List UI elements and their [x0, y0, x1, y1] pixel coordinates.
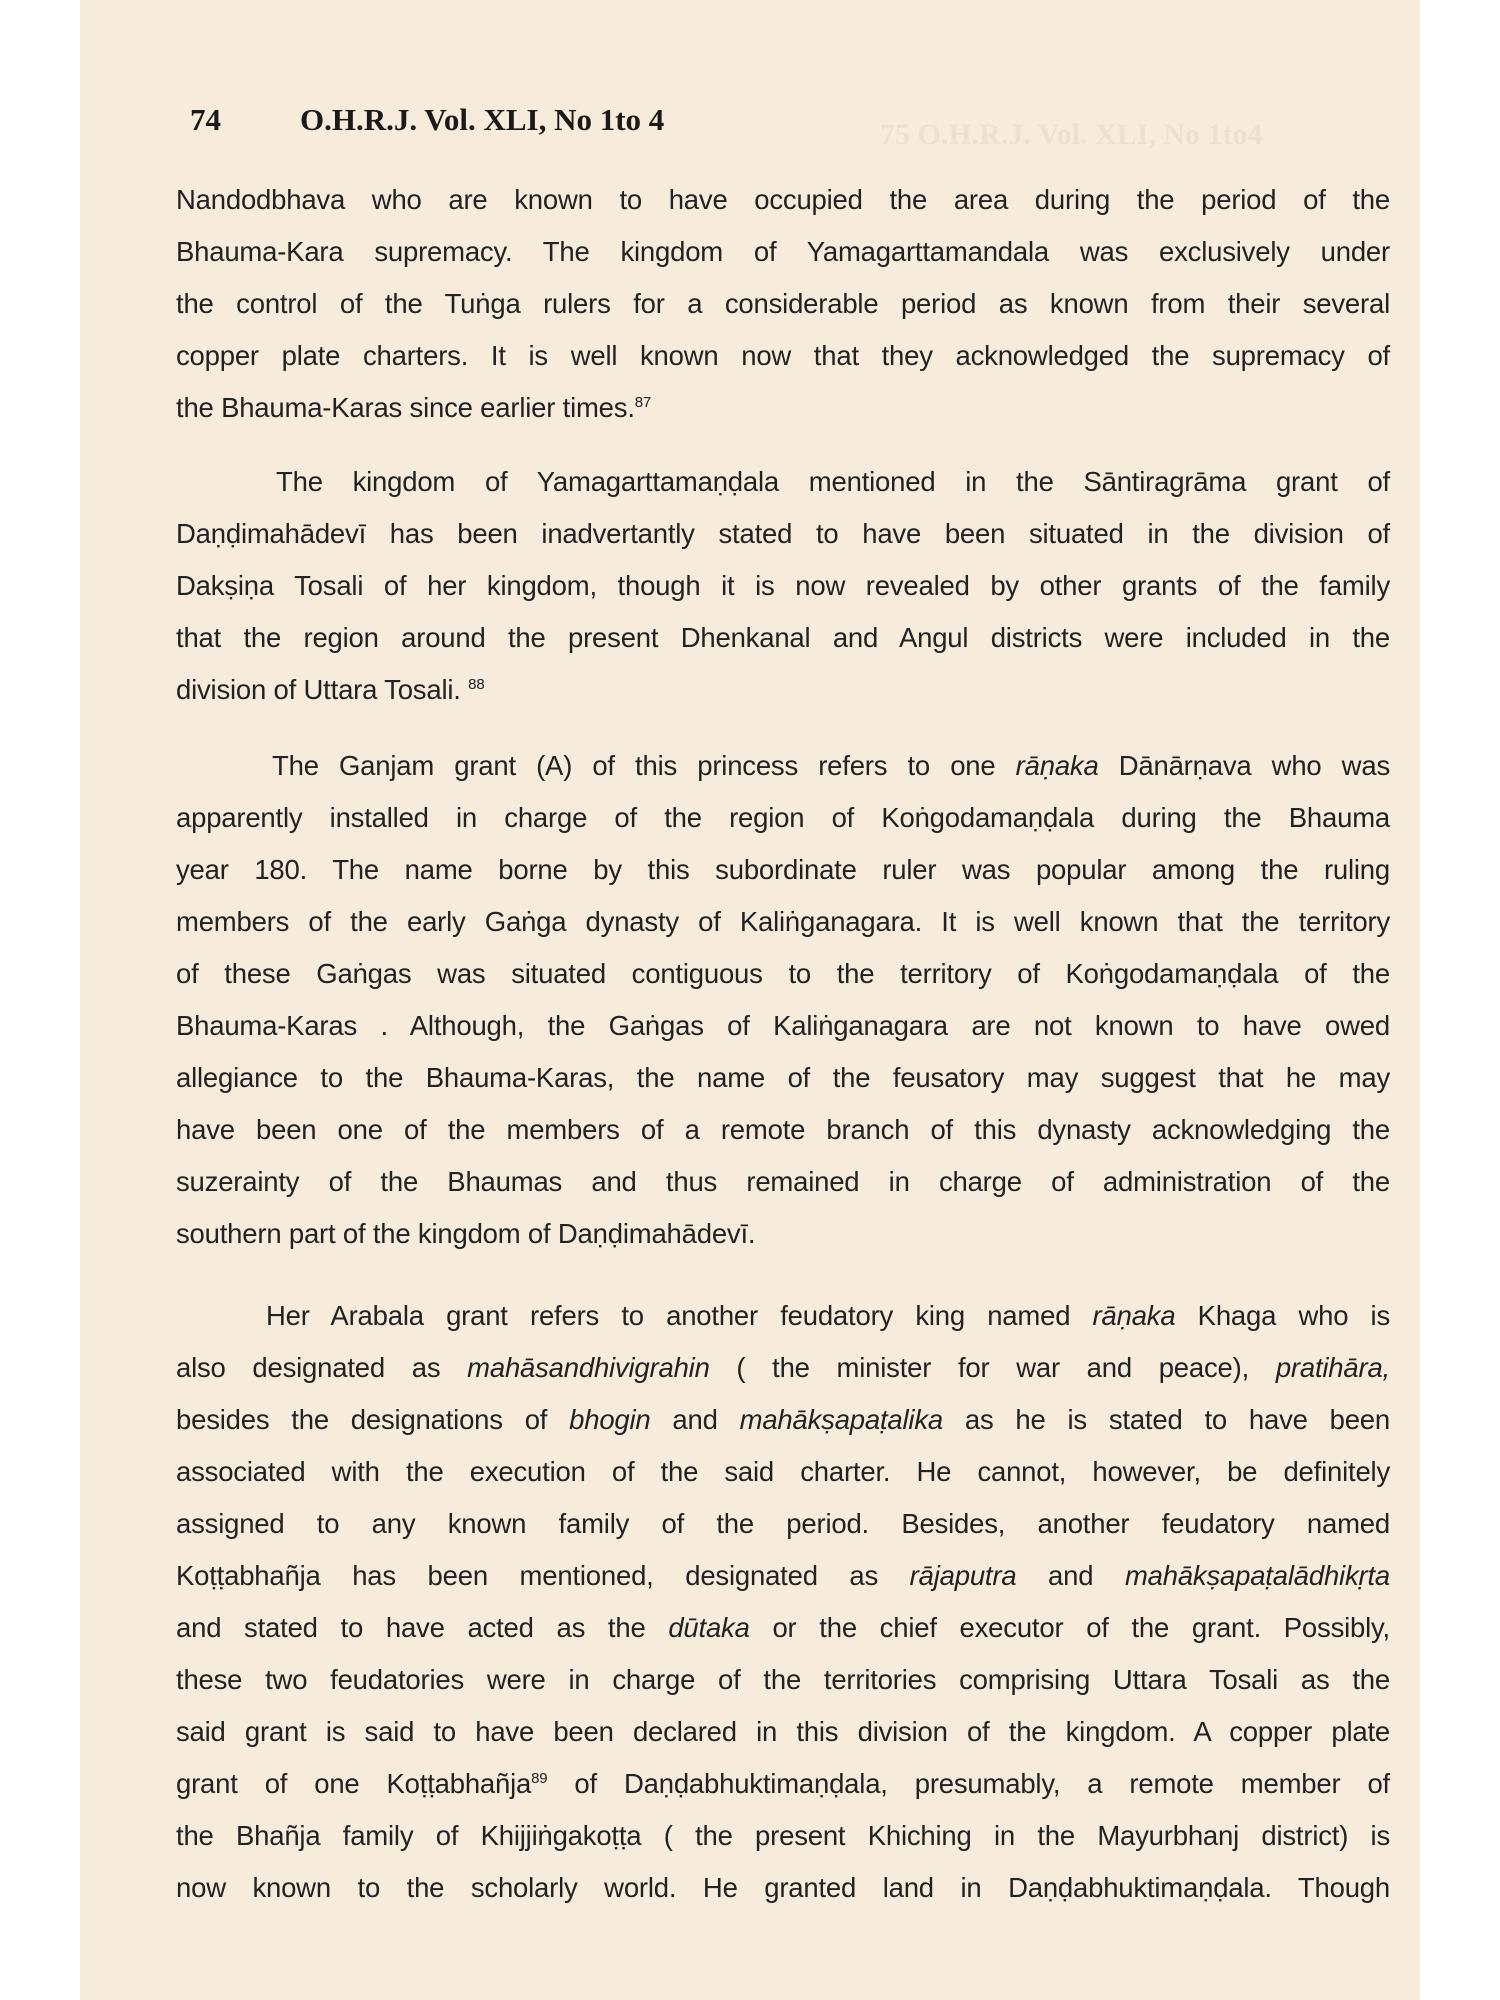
- paragraph-1: [176, 174, 1390, 434]
- text-line: Bhauma-Karas . Although, the Gaṅgas of Kaliṅganagara are not known to have owed: [176, 1010, 1390, 1041]
- text-line: Koṭṭabhañja has been mentioned, designated as rājaputra and mahākṣapaṭalādhikṛta: [176, 1560, 1390, 1591]
- text-line: assigned to any known family of the period. Besides, another feudatory named: [176, 1508, 1390, 1539]
- text-line: year 180. The name borne by this subordinate ruler was popular among the ruling: [176, 854, 1390, 885]
- text-line: southern part of the kingdom of Daṇḍimahādevī.: [176, 1218, 756, 1249]
- text-line: members of the early Gaṅga dynasty of Kaliṅganagara. It is well known that the territory: [176, 906, 1390, 937]
- text-line: said grant is said to have been declared in this division of the kingdom. A copper plate: [176, 1716, 1390, 1747]
- text-line: also designated as mahāsandhivigrahin ( the minister for war and peace), pratihāra,: [176, 1352, 1390, 1383]
- text-line: Dakṣiṇa Tosali of her kingdom, though it is now revealed by other grants of the family: [176, 570, 1390, 601]
- text-line: these two feudatories were in charge of the territories comprising Uttara Tosali as the: [176, 1664, 1390, 1695]
- text-line: besides the designations of bhogin and mahākṣapaṭalika as he is stated to have been: [176, 1404, 1390, 1435]
- footnote-ref: 89: [531, 1769, 548, 1787]
- text-line: suzerainty of the Bhaumas and thus remained in charge of administration of the: [176, 1166, 1390, 1197]
- text-line: The Ganjam grant (A) of this princess refers to one rāṇaka Dānārṇava who was: [272, 750, 1390, 781]
- footnote-ref: 88: [468, 675, 485, 693]
- text-line: Bhauma-Kara supremacy. The kingdom of Yamagarttamandala was exclusively under: [176, 236, 1390, 267]
- page-number: 74: [190, 102, 221, 137]
- paragraph-2: [176, 456, 1390, 716]
- text-line: that the region around the present Dhenkanal and Angul districts were included in the: [176, 622, 1390, 653]
- page-header: [190, 102, 664, 138]
- text-line: now known to the scholarly world. He granted land in Daṇḍabhuktimaṇḍala. Though: [176, 1872, 1390, 1903]
- bleed-through-header: 75 O.H.R.J. Vol. XLI, No 1to4: [880, 118, 1263, 151]
- text-line: division of Uttara Tosali. $^{88}$: [176, 674, 485, 705]
- text-line: grant of one Koṭṭabhañja$^{89}$ of Daṇḍabhuktimaṇḍala, presumably, a remote member of: [176, 1768, 1390, 1799]
- journal-title: O.H.R.J. Vol. XLI, No 1to 4: [300, 102, 665, 137]
- text-line: of these Gaṅgas was situated contiguous to the territory of Koṅgodamaṇḍala of the: [176, 958, 1390, 989]
- text-line: allegiance to the Bhauma-Karas, the name of the feusatory may suggest that he may: [176, 1062, 1390, 1093]
- text-line: apparently installed in charge of the region of Koṅgodamaṇḍala during the Bhauma: [176, 802, 1390, 833]
- text-line: have been one of the members of a remote branch of this dynasty acknowledging the: [176, 1114, 1390, 1145]
- text-line: Nandodbhava who are known to have occupied the area during the period of the: [176, 184, 1390, 215]
- text-line: The kingdom of Yamagarttamaṇḍala mentioned in the Sāntiragrāma grant of: [276, 466, 1390, 497]
- text-line: the Bhauma-Karas since earlier times.$^{87}$: [176, 392, 652, 423]
- paragraph-3: [176, 740, 1390, 1260]
- text-line: copper plate charters. It is well known now that they acknowledged the supremacy of: [176, 340, 1390, 371]
- text-line: the control of the Tuṅga rulers for a considerable period as known from their several: [176, 288, 1390, 319]
- footnote-ref: 87: [634, 393, 652, 411]
- text-line: the Bhañja family of Khijjiṅgakoṭṭa ( the present Khiching in the Mayurbhanj district) is: [176, 1820, 1390, 1851]
- text-line: Daṇḍimahādevī has been inadvertantly stated to have been situated in the division of: [176, 518, 1390, 549]
- text-line: and stated to have acted as the dūtaka or the chief executor of the grant. Possibly,: [176, 1612, 1390, 1643]
- text-line: Her Arabala grant refers to another feudatory king named rāṇaka Khaga who is: [266, 1300, 1390, 1331]
- text-line: associated with the execution of the said charter. He cannot, however, be definitely: [176, 1456, 1390, 1487]
- paragraph-4: [176, 1290, 1390, 1914]
